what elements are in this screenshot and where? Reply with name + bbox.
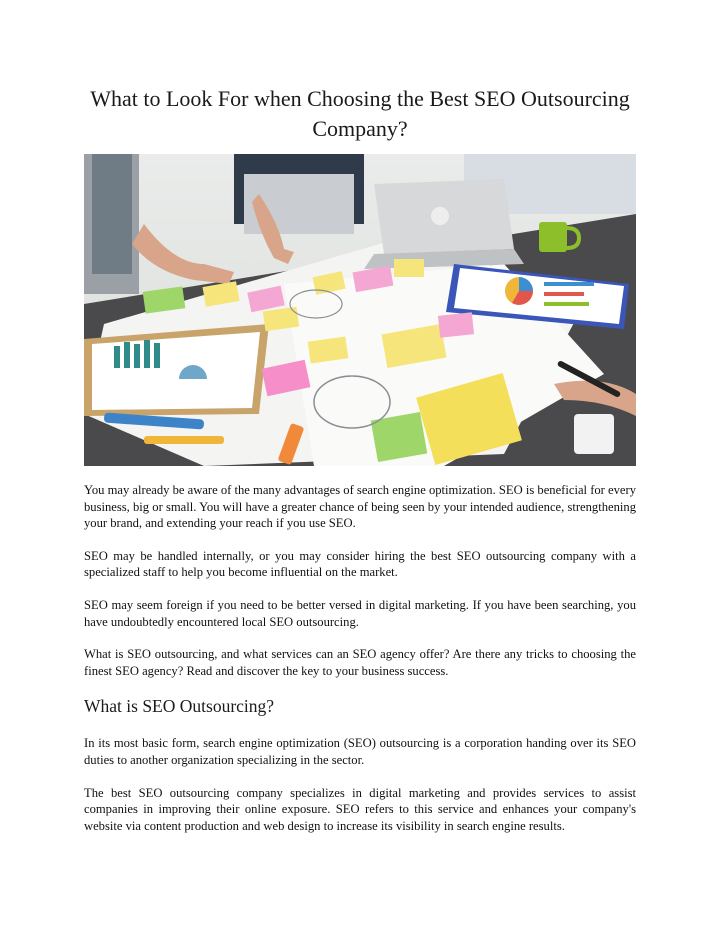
section-paragraph-2: The best SEO outsourcing company specializes in digital marketing and provides services to assist companies in improving their online exposure. SEO refers to this service and enhances your company's website via content production and web design to increase its visibility in search engine results. (84, 785, 636, 833)
article-body (84, 482, 636, 850)
section-paragraph-1: In its most basic form, search engine optimization (SEO) outsourcing is a corporation handing over its SEO duties to another organization specializing in the sector. (84, 736, 636, 767)
section-heading: What is SEO Outsourcing? (84, 696, 275, 717)
intro-paragraph-2: SEO may be handled internally, or you may consider hiring the best SEO outsourcing company with a specialized staff to help you become influential on the market. (84, 548, 636, 580)
team-planning-photo (84, 154, 636, 466)
hero-photo (84, 154, 636, 466)
intro-paragraph-4: What is SEO outsourcing, and what services can an SEO agency offer? Are there any tricks to choosing the finest SEO agency? Read and discover the key to your business success. (84, 647, 636, 678)
intro-paragraph-1: You may already be aware of the many advantages of search engine optimization. SEO is beneficial for every business, big or small. You will have a greater chance of being seen by your intended audience, strengthening your brand, and extending your reach if you use SEO. (84, 483, 636, 531)
intro-paragraph-3: SEO may seem foreign if you need to be better versed in digital marketing. If you have been searching, you have undoubtedly encountered local SEO outsourcing. (84, 597, 636, 629)
page-title: What to Look For when Choosing the Best SEO Outsourcing Company? (90, 86, 630, 141)
